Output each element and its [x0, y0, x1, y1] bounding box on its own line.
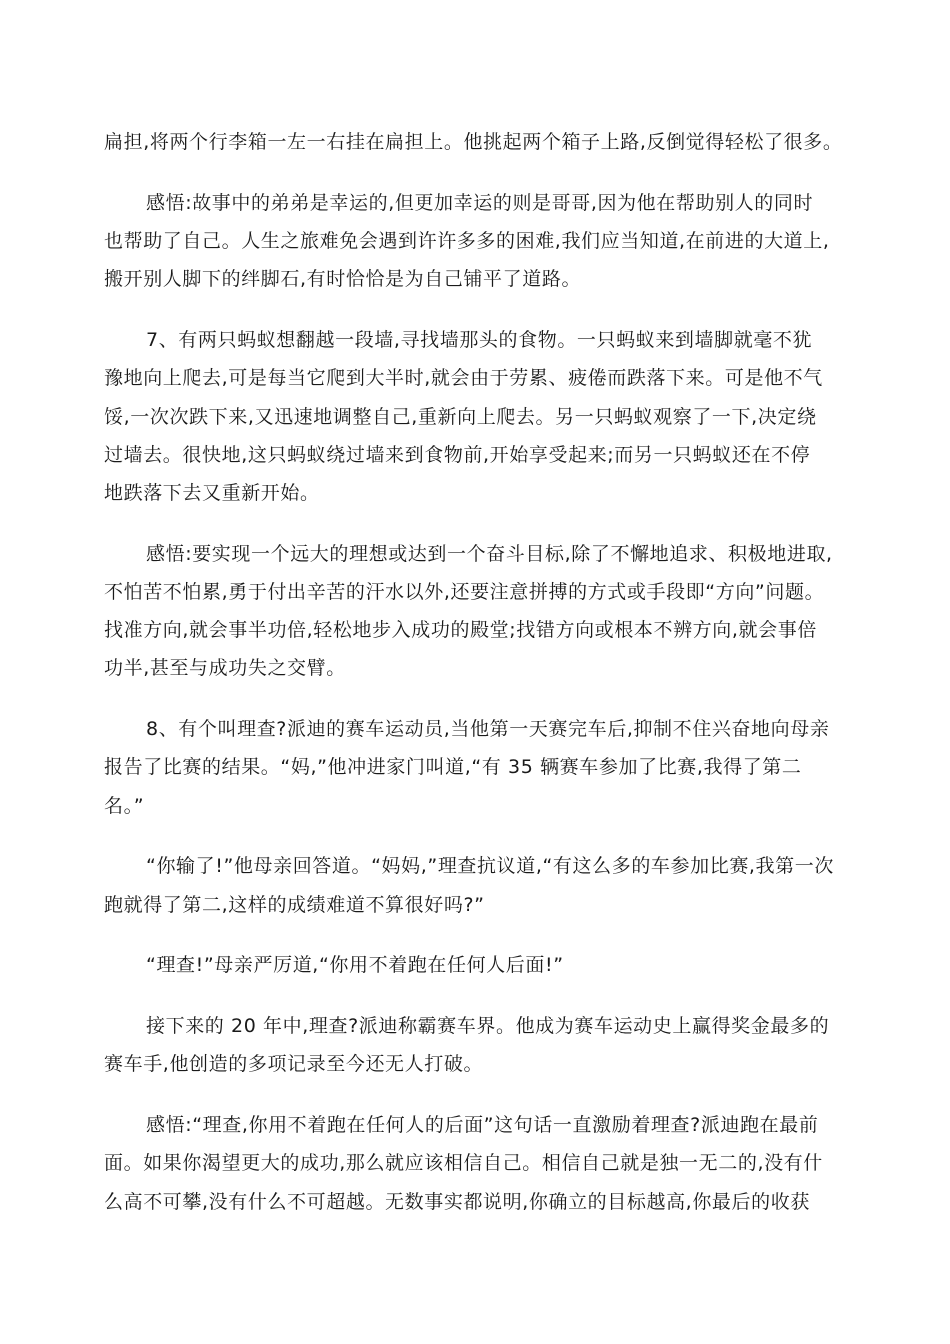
text-line: 感悟:故事中的弟弟是幸运的,但更加幸运的则是哥哥,因为他在帮助别人的同时: [146, 192, 814, 214]
text-line: 8、有个叫理查?派迪的赛车运动员,当他第一天赛完车后,抑制不住兴奋地向母亲: [146, 718, 830, 740]
text-line: 不怕苦不怕累,勇于付出辛苦的汗水以外,还要注意拼搏的方式或手段即“方向”问题。: [104, 581, 825, 603]
text-line: 面。如果你渴望更大的成功,那么就应该相信自己。相信自己就是独一无二的,没有什: [104, 1152, 823, 1174]
text-line: 也帮助了自己。人生之旅难免会遇到许许多多的困难,我们应当知道,在前进的大道上,: [104, 230, 830, 252]
text-line: 搬开别人脚下的绊脚石,有时恰恰是为自己铺平了道路。: [104, 268, 582, 290]
text-line: 功半,甚至与成功失之交臂。: [104, 657, 346, 679]
text-line: 7、有两只蚂蚁想翻越一段墙,寻找墙那头的食物。一只蚂蚁来到墙脚就毫不犹: [146, 329, 813, 351]
text-line: 馁,一次次跌下来,又迅速地调整自己,重新向上爬去。另一只蚂蚁观察了一下,决定绕: [104, 406, 817, 428]
text-line: 感悟:要实现一个远大的理想或达到一个奋斗目标,除了不懈地追求、积极地进取,: [146, 543, 833, 565]
text-line: 感悟:“理查,你用不着跑在任何人的后面”这句话一直激励着理查?派迪跑在最前: [146, 1114, 819, 1136]
text-line: 过墙去。很快地,这只蚂蚁绕过墙来到食物前,开始享受起来;而另一只蚂蚁还在不停: [104, 444, 811, 466]
text-line: 地跌落下去又重新开始。: [104, 482, 320, 504]
text-line: 找准方向,就会事半功倍,轻松地步入成功的殿堂;找错方向或根本不辨方向,就会事倍: [104, 619, 817, 641]
text-line: 接下来的 20 年中,理查?派迪称霸赛车界。他成为赛车运动史上赢得奖金最多的: [146, 1015, 830, 1037]
text-line: 豫地向上爬去,可是每当它爬到大半时,就会由于劳累、疲倦而跌落下来。可是他不气: [104, 367, 823, 389]
text-line: 报告了比赛的结果。“妈,”他冲进家门叫道,“有 35 辆赛车参加了比赛,我得了第二: [104, 756, 802, 778]
text-line: “你输了!”他母亲回答道。“妈妈,”理查抗议道,“有这么多的车参加比赛,我第一次: [146, 855, 834, 877]
text-line: 么高不可攀,没有什么不可超越。无数事实都说明,你确立的目标越高,你最后的收获: [104, 1191, 810, 1213]
text-line: 跑就得了第二,这样的成绩难道不算很好吗?”: [104, 894, 485, 916]
text-line: 赛车手,他创造的多项记录至今还无人打破。: [104, 1053, 484, 1075]
text-line: “理查!”母亲严厉道,“你用不着跑在任何人后面!”: [146, 954, 564, 976]
text-line: 名。”: [104, 795, 145, 817]
text-line: 扁担,将两个行李箱一左一右挂在扁担上。他挑起两个箱子上路,反倒觉得轻松了很多。: [104, 131, 843, 153]
